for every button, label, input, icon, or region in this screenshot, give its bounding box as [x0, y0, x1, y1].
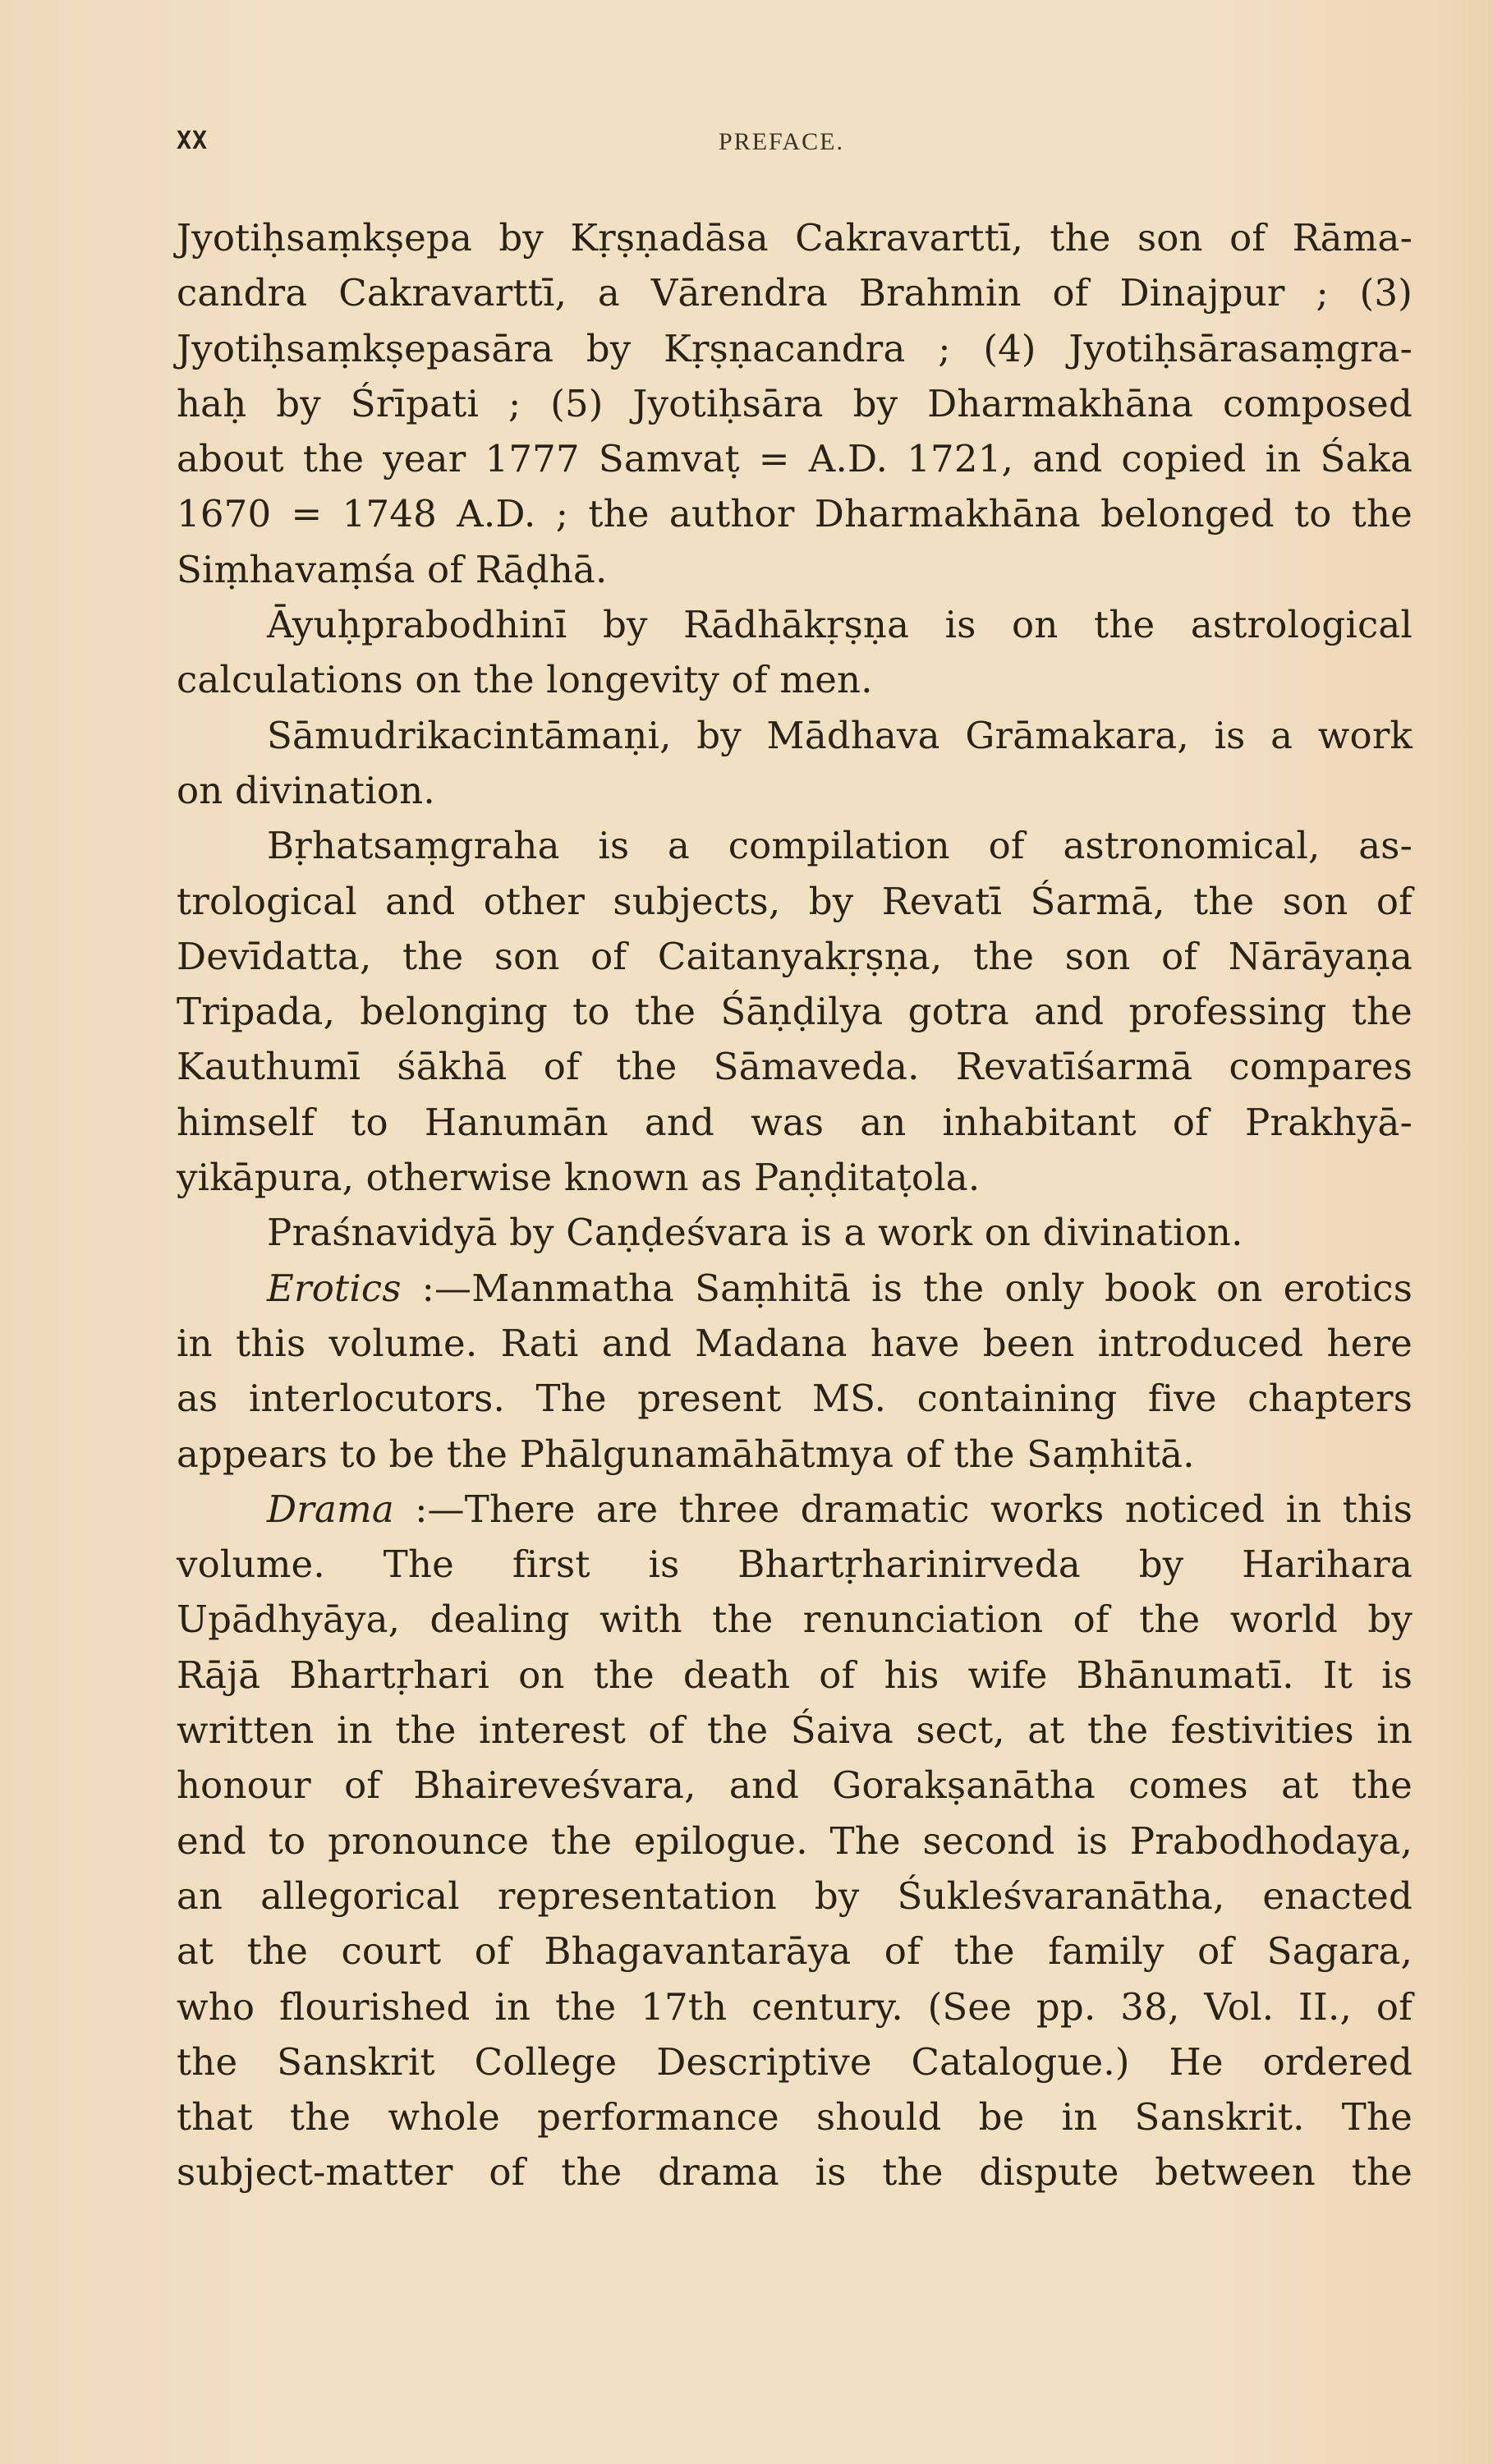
line-text: in this volume. Rati and Madana have been introduced here — [177, 1321, 1413, 1365]
text-line — [177, 763, 1413, 818]
text-line — [177, 1150, 1413, 1205]
page-number: XX — [177, 126, 209, 155]
line-text: yikāpura, otherwise known as Paṇḍitaṭola. — [177, 1156, 981, 1200]
line-text: as interlocutors. The present MS. containing five chapters — [177, 1377, 1413, 1421]
text-line — [177, 486, 1413, 541]
line-text: Rājā Bhartṛhari on the death of his wife Bhānumatī. It is — [177, 1653, 1413, 1697]
line-text: Kauthumī śākhā of the Sāmaveda. Revatīśarmā compares — [177, 1045, 1413, 1089]
line-text: candra Cakravarttī, a Vārendra Brahmin of Dinajpur ; (3) — [177, 271, 1413, 315]
text-line — [177, 652, 1413, 707]
text-line — [177, 1537, 1413, 1592]
text-line — [177, 708, 1413, 763]
text-line — [177, 1261, 1413, 1316]
line-text: Jyotiḥsaṃkṣepasāra by Kṛṣṇacandra ; (4) Jyotiḥsārasaṃgra- — [177, 326, 1413, 370]
line-text: who flourished in the 17th century. (See pp. 38, Vol. II., of — [177, 1984, 1413, 2029]
line-text: calculations on the longevity of men. — [177, 658, 873, 702]
running-title: PREFACE. — [719, 128, 844, 155]
line-text: at the court of Bhagavantarāya of the family of Sagara, — [177, 1929, 1413, 1974]
text-line — [177, 2145, 1413, 2200]
line-text: Jyotiḥsaṃkṣepa by Kṛṣṇadāsa Cakravarttī, the son of Rāma- — [177, 216, 1413, 260]
running-head — [177, 126, 1413, 159]
text-line — [177, 1482, 1413, 1537]
text-line — [177, 1095, 1413, 1150]
text-line — [177, 597, 1413, 652]
line-text: about the year 1777 Samvaṭ = A.D. 1721, and copied in Śaka — [177, 437, 1413, 481]
line-text: :—There are three dramatic works noticed in this — [393, 1487, 1413, 1531]
text-line — [177, 1592, 1413, 1647]
text-line — [177, 874, 1413, 929]
text-line — [177, 1703, 1413, 1758]
text-line — [177, 431, 1413, 486]
line-text: Tripada, belonging to the Śāṇḍilya gotra and professing the — [177, 990, 1413, 1034]
line-text: Upādhyāya, dealing with the renunciation of the world by — [177, 1597, 1413, 1642]
line-text: honour of Bhaireveśvara, and Gorakṣanātha comes at the — [177, 1763, 1413, 1808]
text-line — [177, 2034, 1413, 2089]
line-text: subject-matter of the drama is the dispute between the — [177, 2150, 1413, 2195]
line-text: trological and other subjects, by Revatī Śarmā, the son of — [177, 879, 1413, 923]
section-heading-italic: Erotics — [267, 1266, 402, 1310]
line-text: written in the interest of the Śaiva sect, at the festivities in — [177, 1708, 1413, 1753]
text-line — [177, 1205, 1413, 1260]
text-line — [177, 929, 1413, 984]
text-line — [177, 210, 1413, 265]
line-text: himself to Hanumān and was an inhabitant of Prakhyā- — [177, 1100, 1413, 1144]
line-text: Āyuḥprabodhinī by Rādhākṛṣṇa is on the astrological — [267, 603, 1413, 647]
text-line — [177, 1316, 1413, 1371]
text-line — [177, 984, 1413, 1039]
line-text: 1670 = 1748 A.D. ; the author Dharmakhāna belonged to the — [177, 492, 1413, 536]
text-line — [177, 1427, 1413, 1482]
line-text: the Sanskrit College Descriptive Catalogue.) He ordered — [177, 2039, 1413, 2084]
text-line — [177, 1869, 1413, 1924]
text-line — [177, 265, 1413, 320]
line-text: :—Manmatha Saṃhitā is the only book on erotics — [401, 1266, 1413, 1310]
line-text: volume. The first is Bhartṛharinirveda by Harihara — [177, 1542, 1413, 1587]
section-heading-italic: Drama — [267, 1487, 394, 1531]
text-line — [177, 542, 1413, 597]
line-text: an allegorical representation by Śukleśvaranātha, enacted — [177, 1873, 1413, 1918]
text-line — [177, 1924, 1413, 1979]
text-line — [177, 1648, 1413, 1703]
line-text: haḥ by Śrīpati ; (5) Jyotiḥsāra by Dharmakhāna composed — [177, 381, 1413, 425]
line-text: Bṛhatsaṃgraha is a compilation of astronomical, as- — [267, 824, 1413, 868]
line-text: Sāmudrikacintāmaṇi, by Mādhava Grāmakara, is a work — [267, 713, 1413, 757]
text-line — [177, 1814, 1413, 1869]
line-text: on divination. — [177, 768, 435, 812]
text-line — [177, 1371, 1413, 1426]
text-line — [177, 321, 1413, 376]
text-line — [177, 818, 1413, 873]
text-line — [177, 1979, 1413, 2034]
line-text: Devīdatta, the son of Caitanyakṛṣṇa, the son of Nārāyaṇa — [177, 934, 1413, 978]
line-text: that the whole performance should be in Sanskrit. The — [177, 2095, 1413, 2140]
line-text: end to pronounce the epilogue. The second is Prabodhodaya, — [177, 1818, 1413, 1863]
text-line — [177, 2089, 1413, 2145]
text-line — [177, 1039, 1413, 1094]
line-text: Siṃhavaṃśa of Rāḍhā. — [177, 547, 608, 591]
text-line — [177, 376, 1413, 431]
line-text: Praśnavidyā by Caṇḍeśvara is a work on divination. — [267, 1211, 1243, 1255]
line-text: appears to be the Phālgunamāhātmya of the Saṃhitā. — [177, 1432, 1195, 1476]
text-line — [177, 1758, 1413, 1813]
body-text — [177, 210, 1413, 2200]
